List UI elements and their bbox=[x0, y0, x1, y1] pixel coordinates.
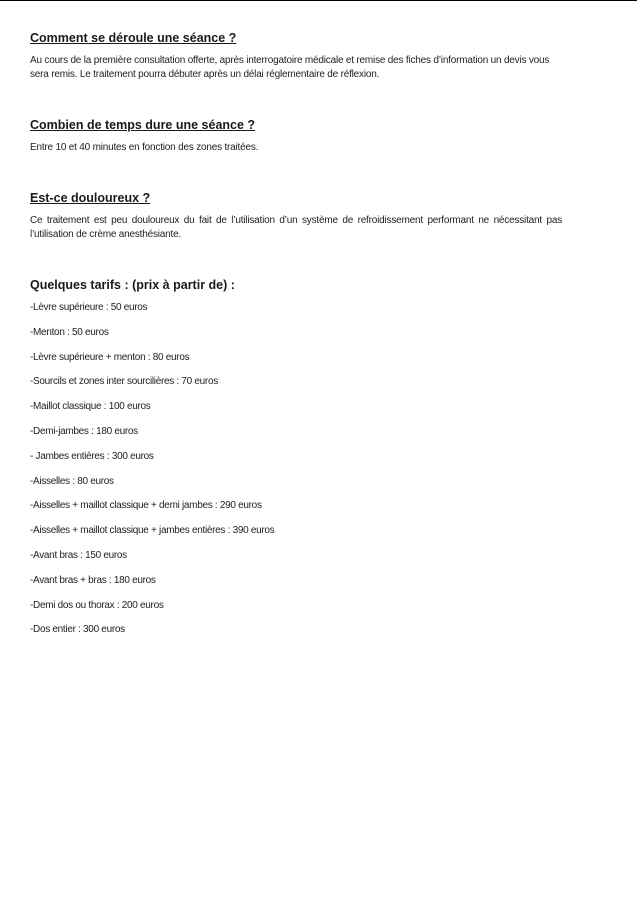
section-paragraph: Au cours de la première consultation offerte, après interrogatoire médicale et remise des fiches d’information un devis vous sera remis. Le traitement pourra débuter après un délai réglementaire de réflexion. bbox=[30, 55, 550, 80]
section-paragraph: Entre 10 et 40 minutes en fonction des zones traitées. bbox=[30, 142, 259, 153]
tarifs-heading-bold: prix à partir de bbox=[136, 278, 224, 292]
price-item: -Avant bras : 150 euros bbox=[30, 549, 127, 561]
price-item: -Aisselles + maillot classique + demi jambes : 290 euros bbox=[30, 500, 262, 512]
price-item: -Dos entier : 300 euros bbox=[30, 624, 125, 636]
price-item: -Demi-jambes : 180 euros bbox=[30, 425, 138, 437]
section-douleur bbox=[30, 191, 562, 242]
section-heading: Combien de temps dure une séance ? bbox=[30, 118, 256, 132]
tarifs-heading-prefix: Quelques tarifs : ( bbox=[30, 278, 137, 292]
section-heading: Comment se déroule une séance ? bbox=[30, 31, 237, 45]
tarifs-heading bbox=[30, 278, 562, 293]
section-tarifs bbox=[30, 278, 562, 637]
section-heading: Est-ce douloureux ? bbox=[30, 191, 151, 205]
top-border-line bbox=[0, 0, 637, 1]
price-item: -Lèvre supérieure : 50 euros bbox=[30, 302, 148, 313]
section-duree-seance bbox=[30, 118, 562, 155]
price-item: -Aisselles : 80 euros bbox=[30, 475, 114, 487]
price-item: -Maillot classique : 100 euros bbox=[30, 401, 151, 413]
document-body bbox=[30, 31, 562, 648]
price-item: -Lèvre supérieure + menton : 80 euros bbox=[30, 351, 190, 363]
section-deroulement-seance bbox=[30, 31, 562, 82]
price-item: -Avant bras + bras : 180 euros bbox=[30, 574, 156, 586]
price-item: -Sourcils et zones inter sourcilières : 70 euros bbox=[30, 376, 218, 388]
price-item: - Jambes entières : 300 euros bbox=[30, 450, 154, 462]
section-paragraph: Ce traitement est peu douloureux du fait de l’utilisation d’un système de refroidissement performant ne nécessitant pas l’utilisation de crème anesthésiante. bbox=[30, 215, 562, 240]
price-item: -Demi dos ou thorax : 200 euros bbox=[30, 599, 164, 611]
price-list bbox=[30, 301, 562, 637]
price-item: -Aisselles + maillot classique + jambes entières : 390 euros bbox=[30, 525, 275, 537]
price-item: -Menton : 50 euros bbox=[30, 326, 109, 338]
tarifs-heading-suffix: ) : bbox=[223, 278, 235, 292]
